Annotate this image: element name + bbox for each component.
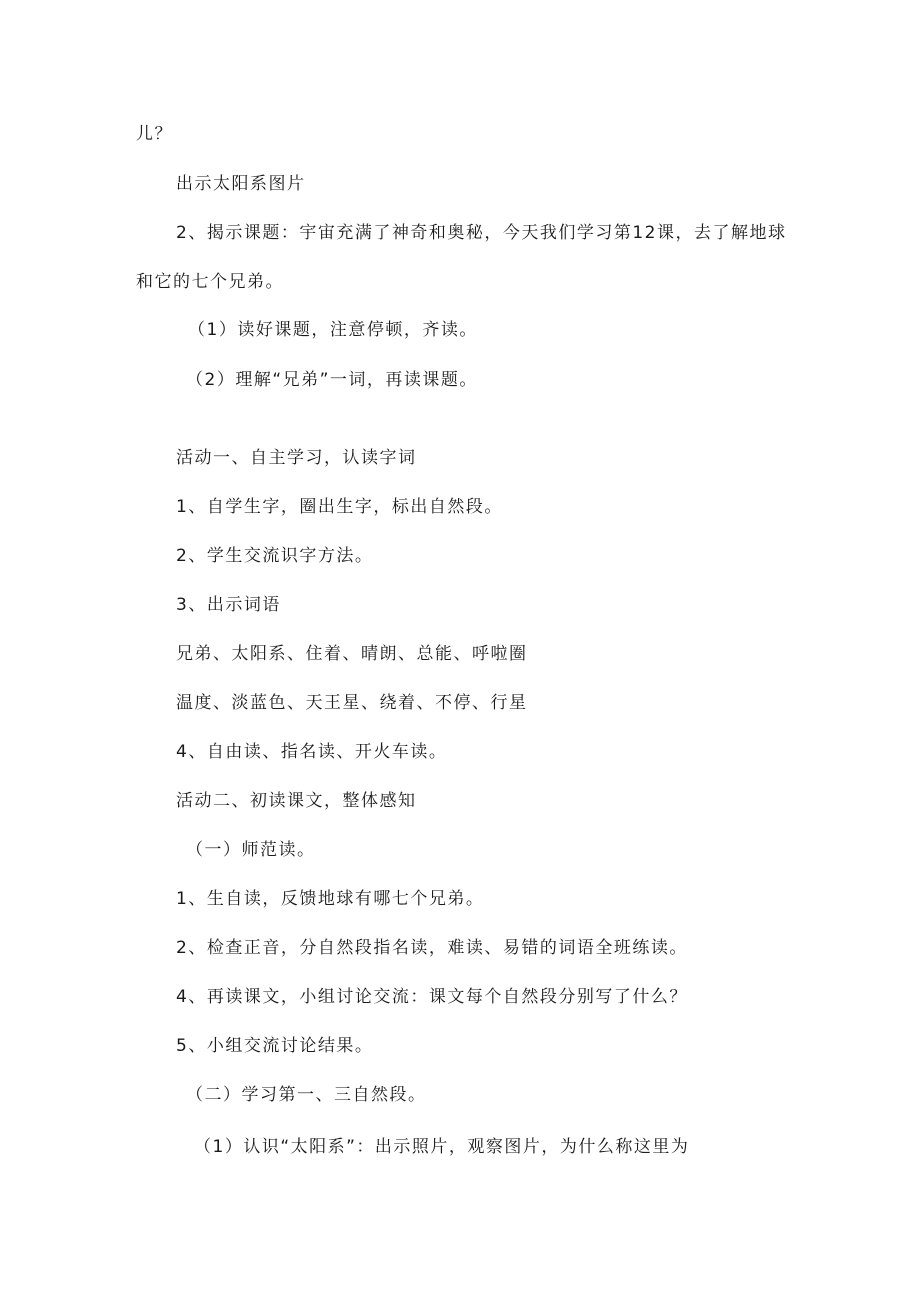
text-line: 4、自由读、指名读、开火车读。: [176, 742, 448, 762]
text-line: 4、再读课文，小组讨论交流：课文每个自然段分别写了什么？: [176, 987, 688, 1007]
text-line: 3、出示词语: [176, 595, 281, 615]
text-line: 2、学生交流识字方法。: [176, 546, 374, 566]
text-line: （一）师范读。: [186, 840, 316, 860]
text-line: 出示太阳系图片: [176, 174, 306, 194]
text-line: （2）理解“兄弟”一词，再读课题。: [186, 370, 478, 390]
section-heading: 活动二、初读课文，整体感知: [176, 791, 417, 811]
text-line: 2、检查正音，分自然段指名读，难读、易错的词语全班练读。: [176, 938, 688, 958]
text-line: 2、揭示课题：宇宙充满了神奇和奥秘，今天我们学习第12课，去了解地球: [176, 223, 787, 243]
section-heading: 活动一、自主学习，认读字词: [176, 448, 417, 468]
text-line: 和它的七个兄弟。: [136, 272, 284, 292]
text-line: （二）学习第一、三自然段。: [186, 1085, 427, 1105]
text-line: 儿？: [136, 124, 173, 144]
text-line: 1、生自读，反馈地球有哪七个兄弟。: [176, 889, 485, 909]
text-line: 1、自学生字，圈出生字，标出自然段。: [176, 497, 503, 517]
text-line: （1）认识“太阳系”：出示照片，观察图片，为什么称这里为: [194, 1137, 690, 1157]
word-list: 温度、淡蓝色、天王星、绕着、不停、行星: [176, 693, 528, 713]
text-line: 5、小组交流讨论结果。: [176, 1036, 374, 1056]
text-line: （1）读好课题，注意停顿，齐读。: [188, 320, 478, 340]
word-list: 兄弟、太阳系、住着、晴朗、总能、呼啦圈: [176, 644, 528, 664]
